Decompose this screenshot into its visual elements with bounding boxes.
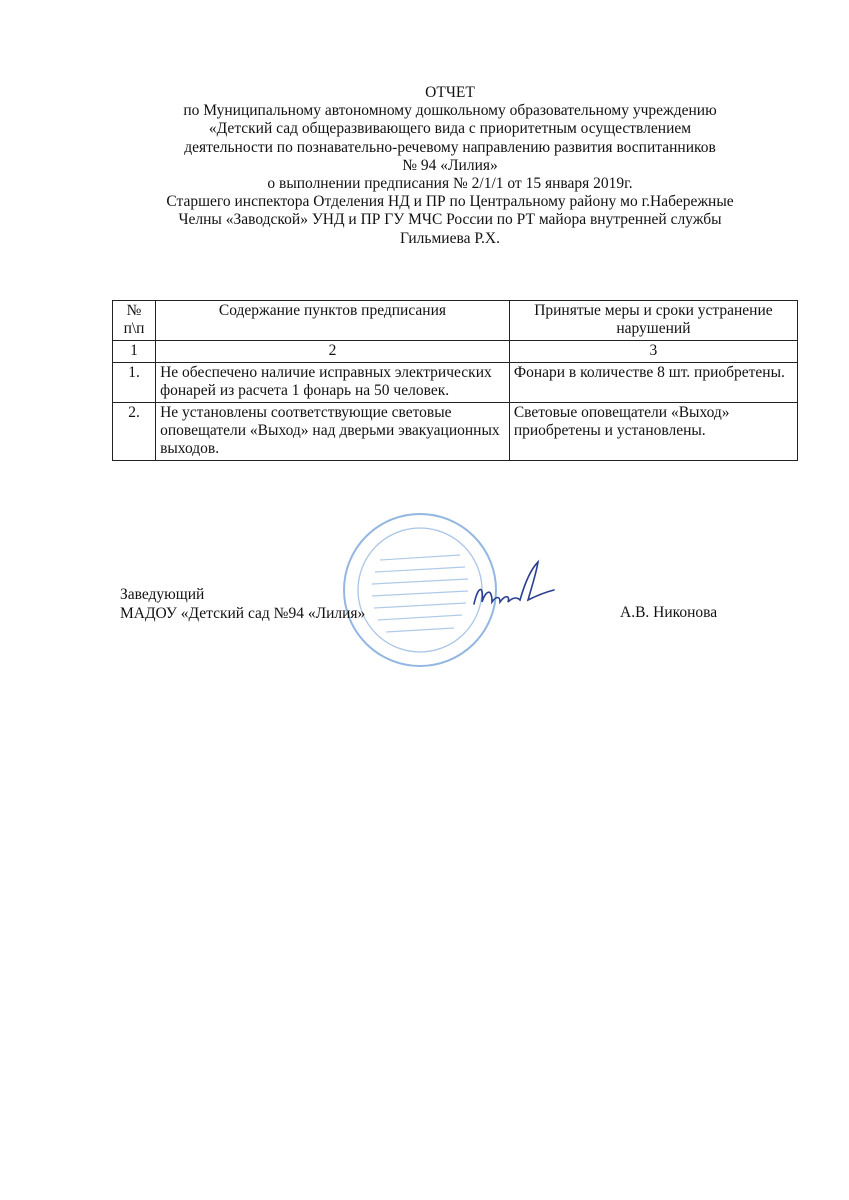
- row-number: 2.: [113, 403, 156, 461]
- table-row: [113, 363, 798, 403]
- document-header: [100, 84, 800, 248]
- row-number: 1.: [113, 363, 156, 403]
- signer-organization: МАДОУ «Детский сад №94 «Лилия»: [120, 604, 366, 622]
- header-line-2: «Детский сад общеразвивающего вида с приоритетным осуществлением: [208, 120, 692, 138]
- handwritten-signature: [466, 556, 556, 626]
- column-number: 3: [509, 341, 797, 363]
- table-row: [113, 403, 798, 461]
- column-number: 2: [156, 341, 510, 363]
- header-line-7: Челны «Заводской» УНД и ПР ГУ МЧС России по РТ майора внутренней службы: [178, 211, 722, 229]
- row-content: Не установлены соответствующие световые оповещатели «Выход» над дверьми эвакуационных выходов.: [156, 403, 510, 461]
- report-table: [112, 300, 798, 461]
- header-cell-content: Содержание пунктов предписания: [156, 301, 510, 341]
- row-content: Не обеспечено наличие исправных электрических фонарей из расчета 1 фонарь на 50 человек.: [156, 363, 510, 403]
- column-number-row: [113, 341, 798, 363]
- header-line-8: Гильмиева Р.Х.: [400, 229, 500, 247]
- signer-position: Заведующий: [120, 586, 205, 603]
- header-cell-measures: Принятые меры и сроки устранение нарушений: [509, 301, 797, 341]
- table-header-row: [113, 301, 798, 341]
- column-number: 1: [113, 341, 156, 363]
- document-title: ОТЧЕТ: [425, 84, 475, 101]
- header-line-3: деятельности по познавательно-речевому направлению развития воспитанников: [184, 138, 716, 156]
- signature-block: [120, 586, 365, 623]
- row-measures: Световые оповещатели «Выход» приобретены и установлены.: [509, 403, 797, 461]
- header-line-1: по Муниципальному автономному дошкольному образовательному учреждению: [183, 102, 717, 120]
- header-line-4: № 94 «Лилия»: [402, 156, 498, 174]
- row-measures: Фонари в количестве 8 шт. приобретены.: [509, 363, 797, 403]
- header-cell-number: № п\п: [113, 301, 156, 341]
- signer-name: А.В. Никонова: [620, 604, 718, 621]
- header-line-6: Старшего инспектора Отделения НД и ПР по Центральному району мо г.Набережные: [166, 193, 734, 211]
- header-line-5: о выполнении предписания № 2/1/1 от 15 января 2019г.: [267, 175, 633, 193]
